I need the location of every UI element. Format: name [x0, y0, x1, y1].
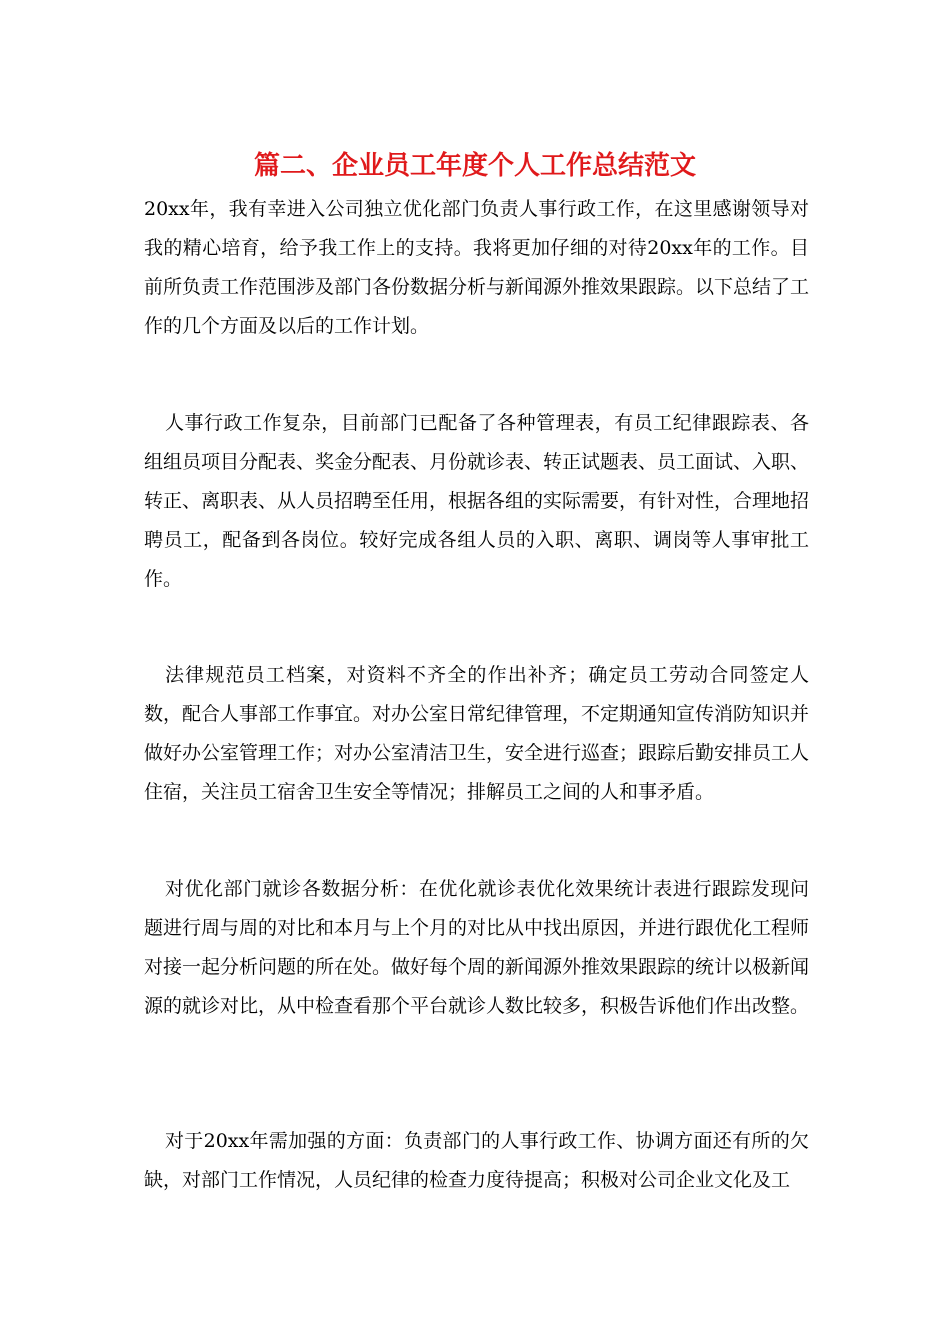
- document-title: 篇二、企业员工年度个人工作总结范文: [253, 151, 696, 181]
- paragraph-employee-records: 法律规范员工档案，对资料不齐全的作出补齐；确定员工劳动合同签定人数，配合人事部工作事宜。对办公室日常纪律管理，不定期通知宣传消防知识并做好办公室管理工作；对办公室清洁卫生，安全进行巡查；跟踪后勤安排员工人住宿，关注员工宿舍卫生安全等情况；排解员工之间的人和事矛盾。: [144, 664, 810, 803]
- paragraph-hr-admin: 人事行政工作复杂，目前部门已配备了各种管理表，有员工纪律跟踪表、各组组员项目分配表、奖金分配表、月份就诊表、转正试题表、员工面试、入职、转正、离职表、从人员招聘至任用，根据各组的实际需要，有针对性，合理地招聘员工，配备到各岗位。较好完成各组人员的入职、离职、调岗等人事审批工作。: [144, 412, 810, 590]
- paragraph-data-analysis: 对优化部门就诊各数据分析：在优化就诊表优化效果统计表进行跟踪发现问题进行周与周的对比和本月与上个月的对比从中找出原因，并进行跟优化工程师对接一起分析问题的所在处。做好每个周的新闻源外推效果跟踪的统计以极新闻源的就诊对比，从中检查看那个平台就诊人数比较多，积极告诉他们作出改整。: [144, 878, 810, 1017]
- paragraph-intro: 20xx年，我有幸进入公司独立优化部门负责人事行政工作，在这里感谢领导对我的精心培育，给予我工作上的支持。我将更加仔细的对待20xx年的工作。目前所负责工作范围涉及部门各份数据分析与新闻源外推效果跟踪。以下总结了工作的几个方面及以后的工作计划。: [144, 198, 810, 337]
- paragraph-improvements: 对于20xx年需加强的方面：负责部门的人事行政工作、协调方面还有所的欠缺，对部门工作情况，人员纪律的检查力度待提高；积极对公司企业文化及工: [144, 1130, 809, 1191]
